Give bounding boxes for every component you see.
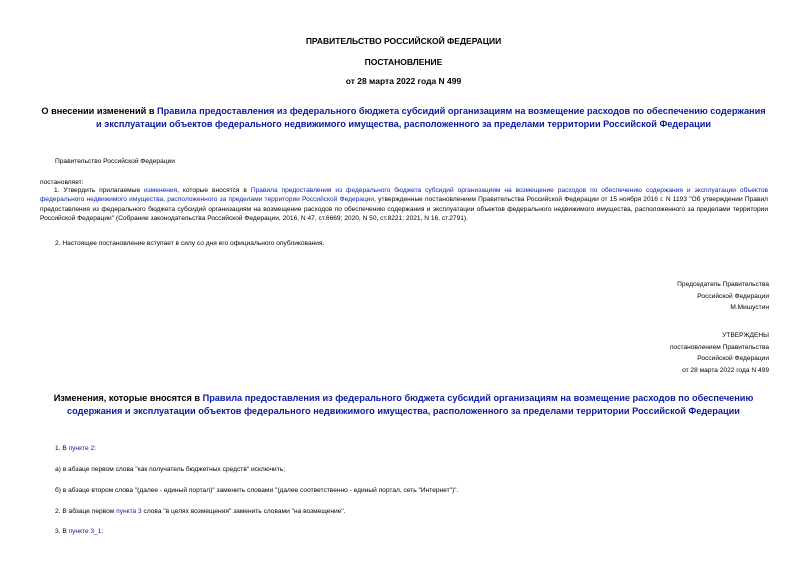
approved-line: постановлением Правительства [669,343,769,351]
p1-start: 1. Утвердить прилагаемые [54,187,145,194]
approved-line: УТВЕРЖДЕНЫ [722,332,769,339]
approved-line: от 28 марта 2022 года N 499 [682,366,769,374]
approved-line: Российской Федерации [697,355,769,363]
signature-line: М.Мишустин [730,304,769,312]
signature-block [677,279,769,314]
list-item [55,444,96,453]
item-text: : [101,528,104,535]
item-text: : [94,445,96,452]
document-title [40,105,767,130]
changes-title-prefix: Изменения, которые вносятся в [53,393,203,403]
changes-title [40,392,767,417]
government-heading: ПРАВИТЕЛЬСТВО РОССИЙСКОЙ ФЕДЕРАЦИИ [305,36,502,46]
item-text: 3. В [55,528,69,535]
p1-end: (Собрание законодательства Российской Федерации, 2016, N 47, ст.6669; 2020, N 50, ст.8221; 2021, N 16, ст.2791). [114,214,468,222]
list-item: б) в абзаце втором слова "(далее - единый портал)" заменить словами "(далее соответственно - единый портал, сеть "Интернет")". [55,487,459,494]
title-rules-link[interactable]: Правила предоставления из федерального бюджета субсидий организациям на возмещение расходов по обеспечению содержания и эксплуатации объектов федерального недвижимого имущества, расположенного за пределами территории Российской Федерации [95,106,766,129]
paragraph-1 [40,186,768,223]
resolves-word: постановляет: [40,179,84,186]
approved-block [670,330,769,376]
list-item [55,507,346,516]
changes-link[interactable]: изменения [144,187,178,194]
document-date-number: от 28 марта 2022 года N 499 [345,76,462,86]
signature-line: Председатель Правительства [677,281,769,288]
item-text: 1. В [55,445,69,452]
list-item: а) в абзаце первом слова "как получатель бюджетных средств" исключить; [55,466,285,473]
title-prefix: О внесении изменений в [41,106,158,116]
list-item [55,527,103,536]
rules-link[interactable]: Правила предоставления из федерального бюджета субсидий организациям на возмещение расходов по обеспечению содержания и эксплуатации объектов федерального недвижимого имущества, расположенного за пределами территории Российской Федерации [40,187,768,204]
point-3-1-link[interactable]: пункте 3_1 [68,528,102,535]
document-type: ПОСТАНОВЛЕНИЕ [364,57,443,67]
paragraph-2: 2. Настоящее постановление вступает в силу со дня его официального опубликования. [55,240,325,247]
point-2-link[interactable]: пункте 2 [68,445,95,452]
changes-title-rules-link[interactable]: Правила предоставления из федерального бюджета субсидий организациям на возмещение расходов по обеспечению содержания и эксплуатации объектов федерального недвижимого имущества, расположенного за пределами территории Российской Федерации [67,393,754,416]
p1-continued: , утвержденные постановлением Правительства Российской Федерации от 15 ноября 2016 г. N 1193 "Об утверждении Правил предоставления из федерального бюджета субсидий организациям на возмещение расходов по обеспечению содержания и эксплуатации объектов федерального недвижимого имущества, расположенного за пределами территории Российской Федерации" [40,196,768,222]
issuer-name: Правительство Российской Федерации [55,158,175,165]
item-text: слова "в целях возмещения" заменить словами "на возмещение". [141,508,346,515]
signature-line: Российской Федерации [697,292,769,300]
item-text: 2. В абзаце первом [55,508,117,515]
p1-middle: , которые вносятся в [177,187,251,194]
point-3-link[interactable]: пункта 3 [116,508,142,515]
